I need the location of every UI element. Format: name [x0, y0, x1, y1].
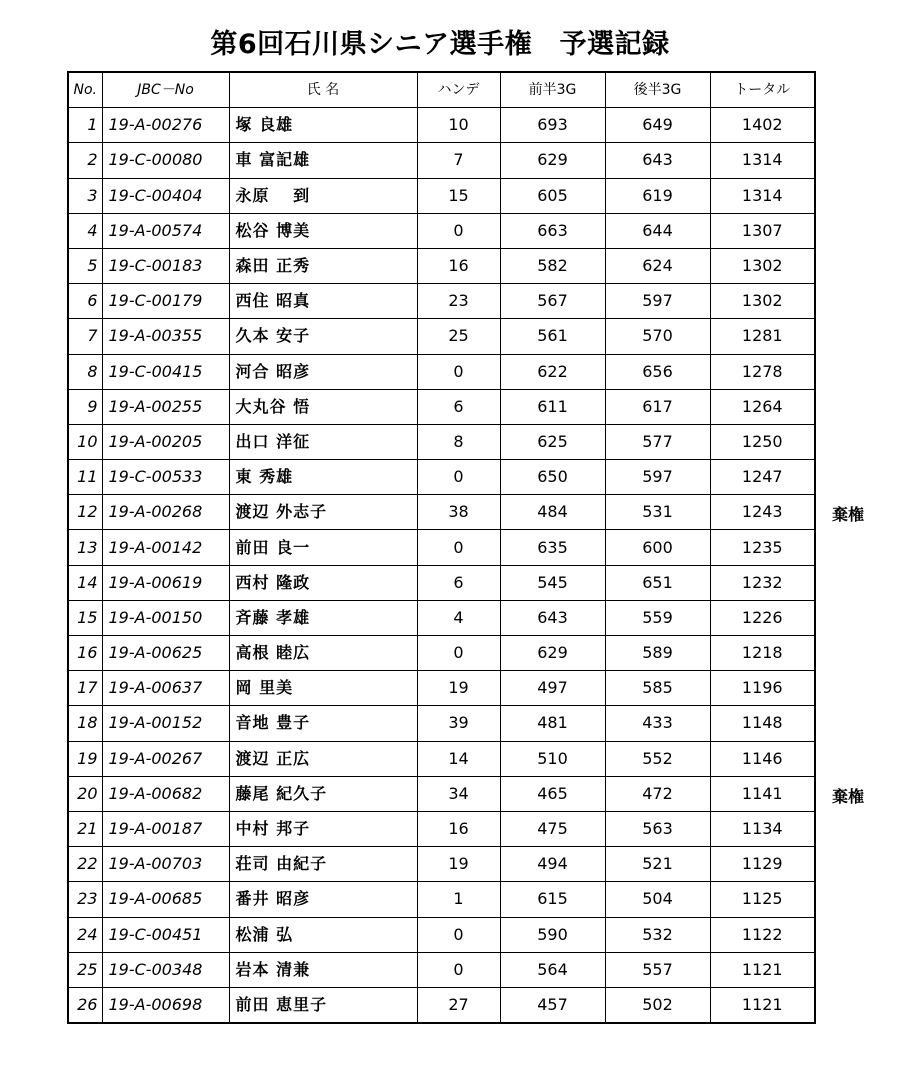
table-row — [68, 917, 815, 952]
cell-total: 1243 — [710, 495, 815, 530]
cell-jbc-no: 19-A-00205 — [102, 424, 229, 459]
table-row — [68, 530, 815, 565]
cell-name: 出口 洋征 — [229, 424, 417, 459]
cell-jbc-no: 19-A-00698 — [102, 987, 229, 1023]
cell-first-half: 475 — [500, 811, 605, 846]
cell-handicap: 16 — [417, 811, 500, 846]
cell-no: 23 — [68, 882, 102, 917]
cell-handicap: 6 — [417, 565, 500, 600]
cell-handicap: 19 — [417, 671, 500, 706]
cell-jbc-no: 19-C-00451 — [102, 917, 229, 952]
cell-jbc-no: 19-C-00080 — [102, 143, 229, 178]
cell-no: 9 — [68, 389, 102, 424]
cell-handicap: 8 — [417, 424, 500, 459]
cell-total: 1141 — [710, 776, 815, 811]
cell-no: 3 — [68, 178, 102, 213]
cell-first-half: 605 — [500, 178, 605, 213]
cell-handicap: 6 — [417, 389, 500, 424]
cell-second-half: 656 — [605, 354, 710, 389]
header-second-half: 後半3G — [605, 72, 710, 108]
cell-jbc-no: 19-A-00355 — [102, 319, 229, 354]
cell-first-half: 590 — [500, 917, 605, 952]
cell-no: 5 — [68, 248, 102, 283]
cell-handicap: 34 — [417, 776, 500, 811]
header-name: 氏 名 — [229, 72, 417, 108]
cell-handicap: 39 — [417, 706, 500, 741]
cell-second-half: 589 — [605, 636, 710, 671]
cell-second-half: 643 — [605, 143, 710, 178]
cell-total: 1121 — [710, 952, 815, 987]
cell-name: 荘司 由紀子 — [229, 847, 417, 882]
cell-no: 25 — [68, 952, 102, 987]
results-table — [67, 71, 816, 1024]
cell-handicap: 0 — [417, 530, 500, 565]
cell-no: 19 — [68, 741, 102, 776]
cell-no: 20 — [68, 776, 102, 811]
cell-jbc-no: 19-A-00187 — [102, 811, 229, 846]
cell-jbc-no: 19-A-00150 — [102, 600, 229, 635]
cell-second-half: 585 — [605, 671, 710, 706]
cell-total: 1314 — [710, 178, 815, 213]
header-jbc-no: JBC－No — [102, 72, 229, 108]
table-row — [68, 847, 815, 882]
cell-second-half: 433 — [605, 706, 710, 741]
cell-name: 前田 良一 — [229, 530, 417, 565]
cell-first-half: 561 — [500, 319, 605, 354]
cell-name: 中村 邦子 — [229, 811, 417, 846]
cell-total: 1250 — [710, 424, 815, 459]
cell-total: 1302 — [710, 284, 815, 319]
cell-second-half: 577 — [605, 424, 710, 459]
table-row — [68, 178, 815, 213]
cell-second-half: 617 — [605, 389, 710, 424]
cell-no: 24 — [68, 917, 102, 952]
cell-first-half: 582 — [500, 248, 605, 283]
cell-handicap: 23 — [417, 284, 500, 319]
cell-name: 森田 正秀 — [229, 248, 417, 283]
cell-jbc-no: 19-C-00415 — [102, 354, 229, 389]
cell-first-half: 611 — [500, 389, 605, 424]
cell-first-half: 625 — [500, 424, 605, 459]
cell-handicap: 14 — [417, 741, 500, 776]
withdrawal-note: 棄権 — [832, 505, 865, 525]
cell-name: 永原 到 — [229, 178, 417, 213]
cell-name: 西村 隆政 — [229, 565, 417, 600]
cell-no: 6 — [68, 284, 102, 319]
cell-handicap: 0 — [417, 460, 500, 495]
cell-jbc-no: 19-C-00183 — [102, 248, 229, 283]
table-row — [68, 424, 815, 459]
table-row — [68, 811, 815, 846]
cell-jbc-no: 19-C-00179 — [102, 284, 229, 319]
cell-no: 8 — [68, 354, 102, 389]
cell-handicap: 0 — [417, 917, 500, 952]
cell-jbc-no: 19-A-00142 — [102, 530, 229, 565]
cell-name: 塚 良雄 — [229, 108, 417, 143]
cell-total: 1129 — [710, 847, 815, 882]
header-first-half: 前半3G — [500, 72, 605, 108]
cell-name: 東 秀雄 — [229, 460, 417, 495]
cell-name: 松谷 博美 — [229, 213, 417, 248]
cell-total: 1235 — [710, 530, 815, 565]
cell-total: 1226 — [710, 600, 815, 635]
cell-jbc-no: 19-A-00619 — [102, 565, 229, 600]
cell-total: 1125 — [710, 882, 815, 917]
cell-no: 13 — [68, 530, 102, 565]
table-row — [68, 706, 815, 741]
cell-name: 渡辺 外志子 — [229, 495, 417, 530]
cell-first-half: 622 — [500, 354, 605, 389]
header-total: トータル — [710, 72, 815, 108]
header-handicap: ハンデ — [417, 72, 500, 108]
cell-first-half: 693 — [500, 108, 605, 143]
cell-first-half: 465 — [500, 776, 605, 811]
cell-no: 12 — [68, 495, 102, 530]
cell-name: 岡 里美 — [229, 671, 417, 706]
table-row — [68, 495, 815, 530]
cell-no: 1 — [68, 108, 102, 143]
cell-no: 15 — [68, 600, 102, 635]
cell-total: 1307 — [710, 213, 815, 248]
table-row — [68, 636, 815, 671]
cell-name: 河合 昭彦 — [229, 354, 417, 389]
cell-name: 音地 豊子 — [229, 706, 417, 741]
cell-no: 10 — [68, 424, 102, 459]
cell-jbc-no: 19-A-00574 — [102, 213, 229, 248]
cell-jbc-no: 19-A-00152 — [102, 706, 229, 741]
cell-name: 岩本 清兼 — [229, 952, 417, 987]
cell-jbc-no: 19-A-00625 — [102, 636, 229, 671]
cell-second-half: 532 — [605, 917, 710, 952]
cell-total: 1196 — [710, 671, 815, 706]
cell-second-half: 563 — [605, 811, 710, 846]
cell-handicap: 0 — [417, 952, 500, 987]
cell-no: 14 — [68, 565, 102, 600]
cell-total: 1302 — [710, 248, 815, 283]
cell-handicap: 25 — [417, 319, 500, 354]
cell-jbc-no: 19-A-00682 — [102, 776, 229, 811]
cell-handicap: 7 — [417, 143, 500, 178]
cell-second-half: 600 — [605, 530, 710, 565]
cell-name: 松浦 弘 — [229, 917, 417, 952]
cell-first-half: 484 — [500, 495, 605, 530]
cell-handicap: 15 — [417, 178, 500, 213]
cell-total: 1218 — [710, 636, 815, 671]
cell-total: 1264 — [710, 389, 815, 424]
cell-jbc-no: 19-A-00637 — [102, 671, 229, 706]
cell-second-half: 557 — [605, 952, 710, 987]
table-row — [68, 882, 815, 917]
cell-no: 21 — [68, 811, 102, 846]
cell-second-half: 624 — [605, 248, 710, 283]
cell-second-half: 552 — [605, 741, 710, 776]
cell-total: 1281 — [710, 319, 815, 354]
cell-second-half: 597 — [605, 284, 710, 319]
table-row — [68, 143, 815, 178]
cell-second-half: 559 — [605, 600, 710, 635]
cell-name: 前田 恵里子 — [229, 987, 417, 1023]
cell-name: 番井 昭彦 — [229, 882, 417, 917]
cell-name: 高根 睦広 — [229, 636, 417, 671]
cell-name: 西住 昭真 — [229, 284, 417, 319]
cell-no: 16 — [68, 636, 102, 671]
cell-jbc-no: 19-A-00685 — [102, 882, 229, 917]
cell-first-half: 615 — [500, 882, 605, 917]
cell-handicap: 19 — [417, 847, 500, 882]
cell-jbc-no: 19-C-00348 — [102, 952, 229, 987]
table-row — [68, 213, 815, 248]
cell-handicap: 0 — [417, 213, 500, 248]
cell-handicap: 1 — [417, 882, 500, 917]
cell-no: 18 — [68, 706, 102, 741]
table-row — [68, 319, 815, 354]
cell-total: 1121 — [710, 987, 815, 1023]
table-row — [68, 952, 815, 987]
cell-jbc-no: 19-A-00267 — [102, 741, 229, 776]
cell-handicap: 27 — [417, 987, 500, 1023]
cell-no: 26 — [68, 987, 102, 1023]
cell-total: 1122 — [710, 917, 815, 952]
cell-second-half: 502 — [605, 987, 710, 1023]
cell-total: 1247 — [710, 460, 815, 495]
cell-no: 7 — [68, 319, 102, 354]
cell-handicap: 0 — [417, 636, 500, 671]
cell-second-half: 649 — [605, 108, 710, 143]
cell-second-half: 472 — [605, 776, 710, 811]
table-row — [68, 284, 815, 319]
cell-handicap: 38 — [417, 495, 500, 530]
cell-second-half: 521 — [605, 847, 710, 882]
cell-total: 1314 — [710, 143, 815, 178]
cell-no: 4 — [68, 213, 102, 248]
cell-handicap: 4 — [417, 600, 500, 635]
cell-first-half: 510 — [500, 741, 605, 776]
cell-first-half: 629 — [500, 636, 605, 671]
table-row — [68, 741, 815, 776]
table-row — [68, 460, 815, 495]
cell-jbc-no: 19-A-00255 — [102, 389, 229, 424]
cell-name: 藤尾 紀久子 — [229, 776, 417, 811]
cell-first-half: 650 — [500, 460, 605, 495]
cell-first-half: 567 — [500, 284, 605, 319]
header-no: No. — [68, 72, 102, 108]
page-title: 第6回石川県シニア選手権 予選記録 — [210, 29, 670, 60]
cell-name: 大丸谷 悟 — [229, 389, 417, 424]
cell-handicap: 10 — [417, 108, 500, 143]
cell-first-half: 494 — [500, 847, 605, 882]
cell-jbc-no: 19-A-00276 — [102, 108, 229, 143]
cell-jbc-no: 19-C-00533 — [102, 460, 229, 495]
table-row — [68, 354, 815, 389]
cell-first-half: 635 — [500, 530, 605, 565]
cell-second-half: 597 — [605, 460, 710, 495]
cell-second-half: 619 — [605, 178, 710, 213]
cell-total: 1146 — [710, 741, 815, 776]
cell-second-half: 651 — [605, 565, 710, 600]
cell-second-half: 644 — [605, 213, 710, 248]
cell-total: 1134 — [710, 811, 815, 846]
cell-handicap: 0 — [417, 354, 500, 389]
cell-first-half: 497 — [500, 671, 605, 706]
cell-second-half: 531 — [605, 495, 710, 530]
cell-no: 11 — [68, 460, 102, 495]
cell-second-half: 504 — [605, 882, 710, 917]
cell-no: 2 — [68, 143, 102, 178]
cell-jbc-no: 19-A-00268 — [102, 495, 229, 530]
table-row — [68, 987, 815, 1023]
cell-total: 1148 — [710, 706, 815, 741]
table-row — [68, 671, 815, 706]
cell-name: 車 富記雄 — [229, 143, 417, 178]
cell-jbc-no: 19-A-00703 — [102, 847, 229, 882]
cell-first-half: 629 — [500, 143, 605, 178]
table-row — [68, 248, 815, 283]
cell-first-half: 663 — [500, 213, 605, 248]
table-row — [68, 776, 815, 811]
table-row — [68, 565, 815, 600]
cell-name: 渡辺 正広 — [229, 741, 417, 776]
withdrawal-note: 棄権 — [832, 786, 865, 806]
cell-name: 斉藤 孝雄 — [229, 600, 417, 635]
cell-first-half: 643 — [500, 600, 605, 635]
cell-total: 1402 — [710, 108, 815, 143]
table-row — [68, 600, 815, 635]
cell-total: 1278 — [710, 354, 815, 389]
cell-first-half: 457 — [500, 987, 605, 1023]
cell-no: 17 — [68, 671, 102, 706]
cell-first-half: 481 — [500, 706, 605, 741]
cell-handicap: 16 — [417, 248, 500, 283]
header-row — [68, 72, 815, 108]
cell-total: 1232 — [710, 565, 815, 600]
cell-name: 久本 安子 — [229, 319, 417, 354]
cell-jbc-no: 19-C-00404 — [102, 178, 229, 213]
table-row — [68, 389, 815, 424]
table-row — [68, 108, 815, 143]
cell-no: 22 — [68, 847, 102, 882]
cell-first-half: 545 — [500, 565, 605, 600]
cell-second-half: 570 — [605, 319, 710, 354]
cell-first-half: 564 — [500, 952, 605, 987]
